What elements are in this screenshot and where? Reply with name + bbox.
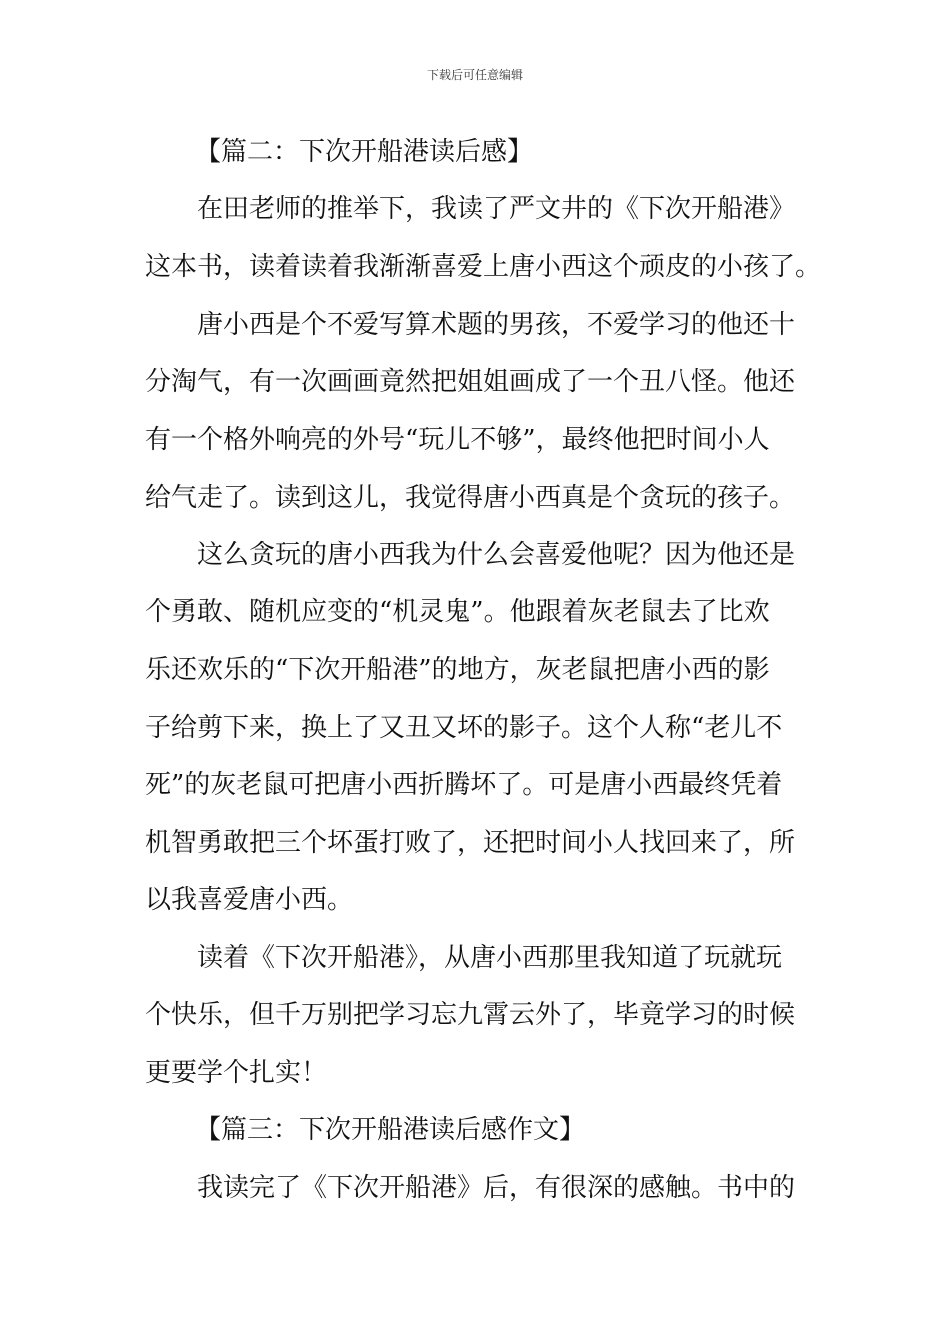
text-line: 个快乐，但千万别把学习忘九霄云外了，毕竟学习的时候 <box>145 1000 796 1030</box>
text-line: 分淘气，有一次画画竟然把姐姐画成了一个丑八怪。他还 <box>145 367 796 397</box>
page-header: 下载后可任意编辑 <box>426 68 523 82</box>
text-line: 这么贪玩的唐小西我为什么会喜爱他呢？因为他还是 <box>197 540 796 570</box>
section-heading-3: 【篇三：下次开船港读后感作文】 <box>195 1115 586 1145</box>
text-line: 以我喜爱唐小西。 <box>145 885 354 915</box>
text-line: 读着《下次开船港》，从唐小西那里我知道了玩就玩 <box>197 943 783 973</box>
text-line: 我读完了《下次开船港》后，有很深的感触。书中的 <box>197 1173 796 1203</box>
text-line: 子给剪下来，换上了又丑又坏的影子。这个人称“老儿不 <box>145 713 783 743</box>
text-line: 死”的灰老鼠可把唐小西折腾坏了。可是唐小西最终凭着 <box>145 770 783 800</box>
text-line: 唐小西是个不爱写算术题的男孩，不爱学习的他还十 <box>197 310 796 340</box>
section-heading-2: 【篇二：下次开船港读后感】 <box>195 137 534 167</box>
text-line: 有一个格外响亮的外号“玩儿不够”，最终他把时间小人 <box>145 425 770 455</box>
text-line: 给气走了。读到这儿，我觉得唐小西真是个贪玩的孩子。 <box>145 483 796 513</box>
text-line: 这本书，读着读着我渐渐喜爱上唐小西这个顽皮的小孩了。 <box>145 252 822 282</box>
text-line: 个勇敢、随机应变的“机灵鬼”。他跟着灰老鼠去了比欢 <box>145 597 770 627</box>
text-line: 乐还欢乐的“下次开船港”的地方，灰老鼠把唐小西的影 <box>145 655 770 685</box>
text-line: 更要学个扎实！ <box>145 1058 328 1088</box>
text-line: 机智勇敢把三个坏蛋打败了，还把时间小人找回来了，所 <box>145 828 796 858</box>
text-line: 在田老师的推举下，我读了严文井的《下次开船港》 <box>197 194 796 224</box>
